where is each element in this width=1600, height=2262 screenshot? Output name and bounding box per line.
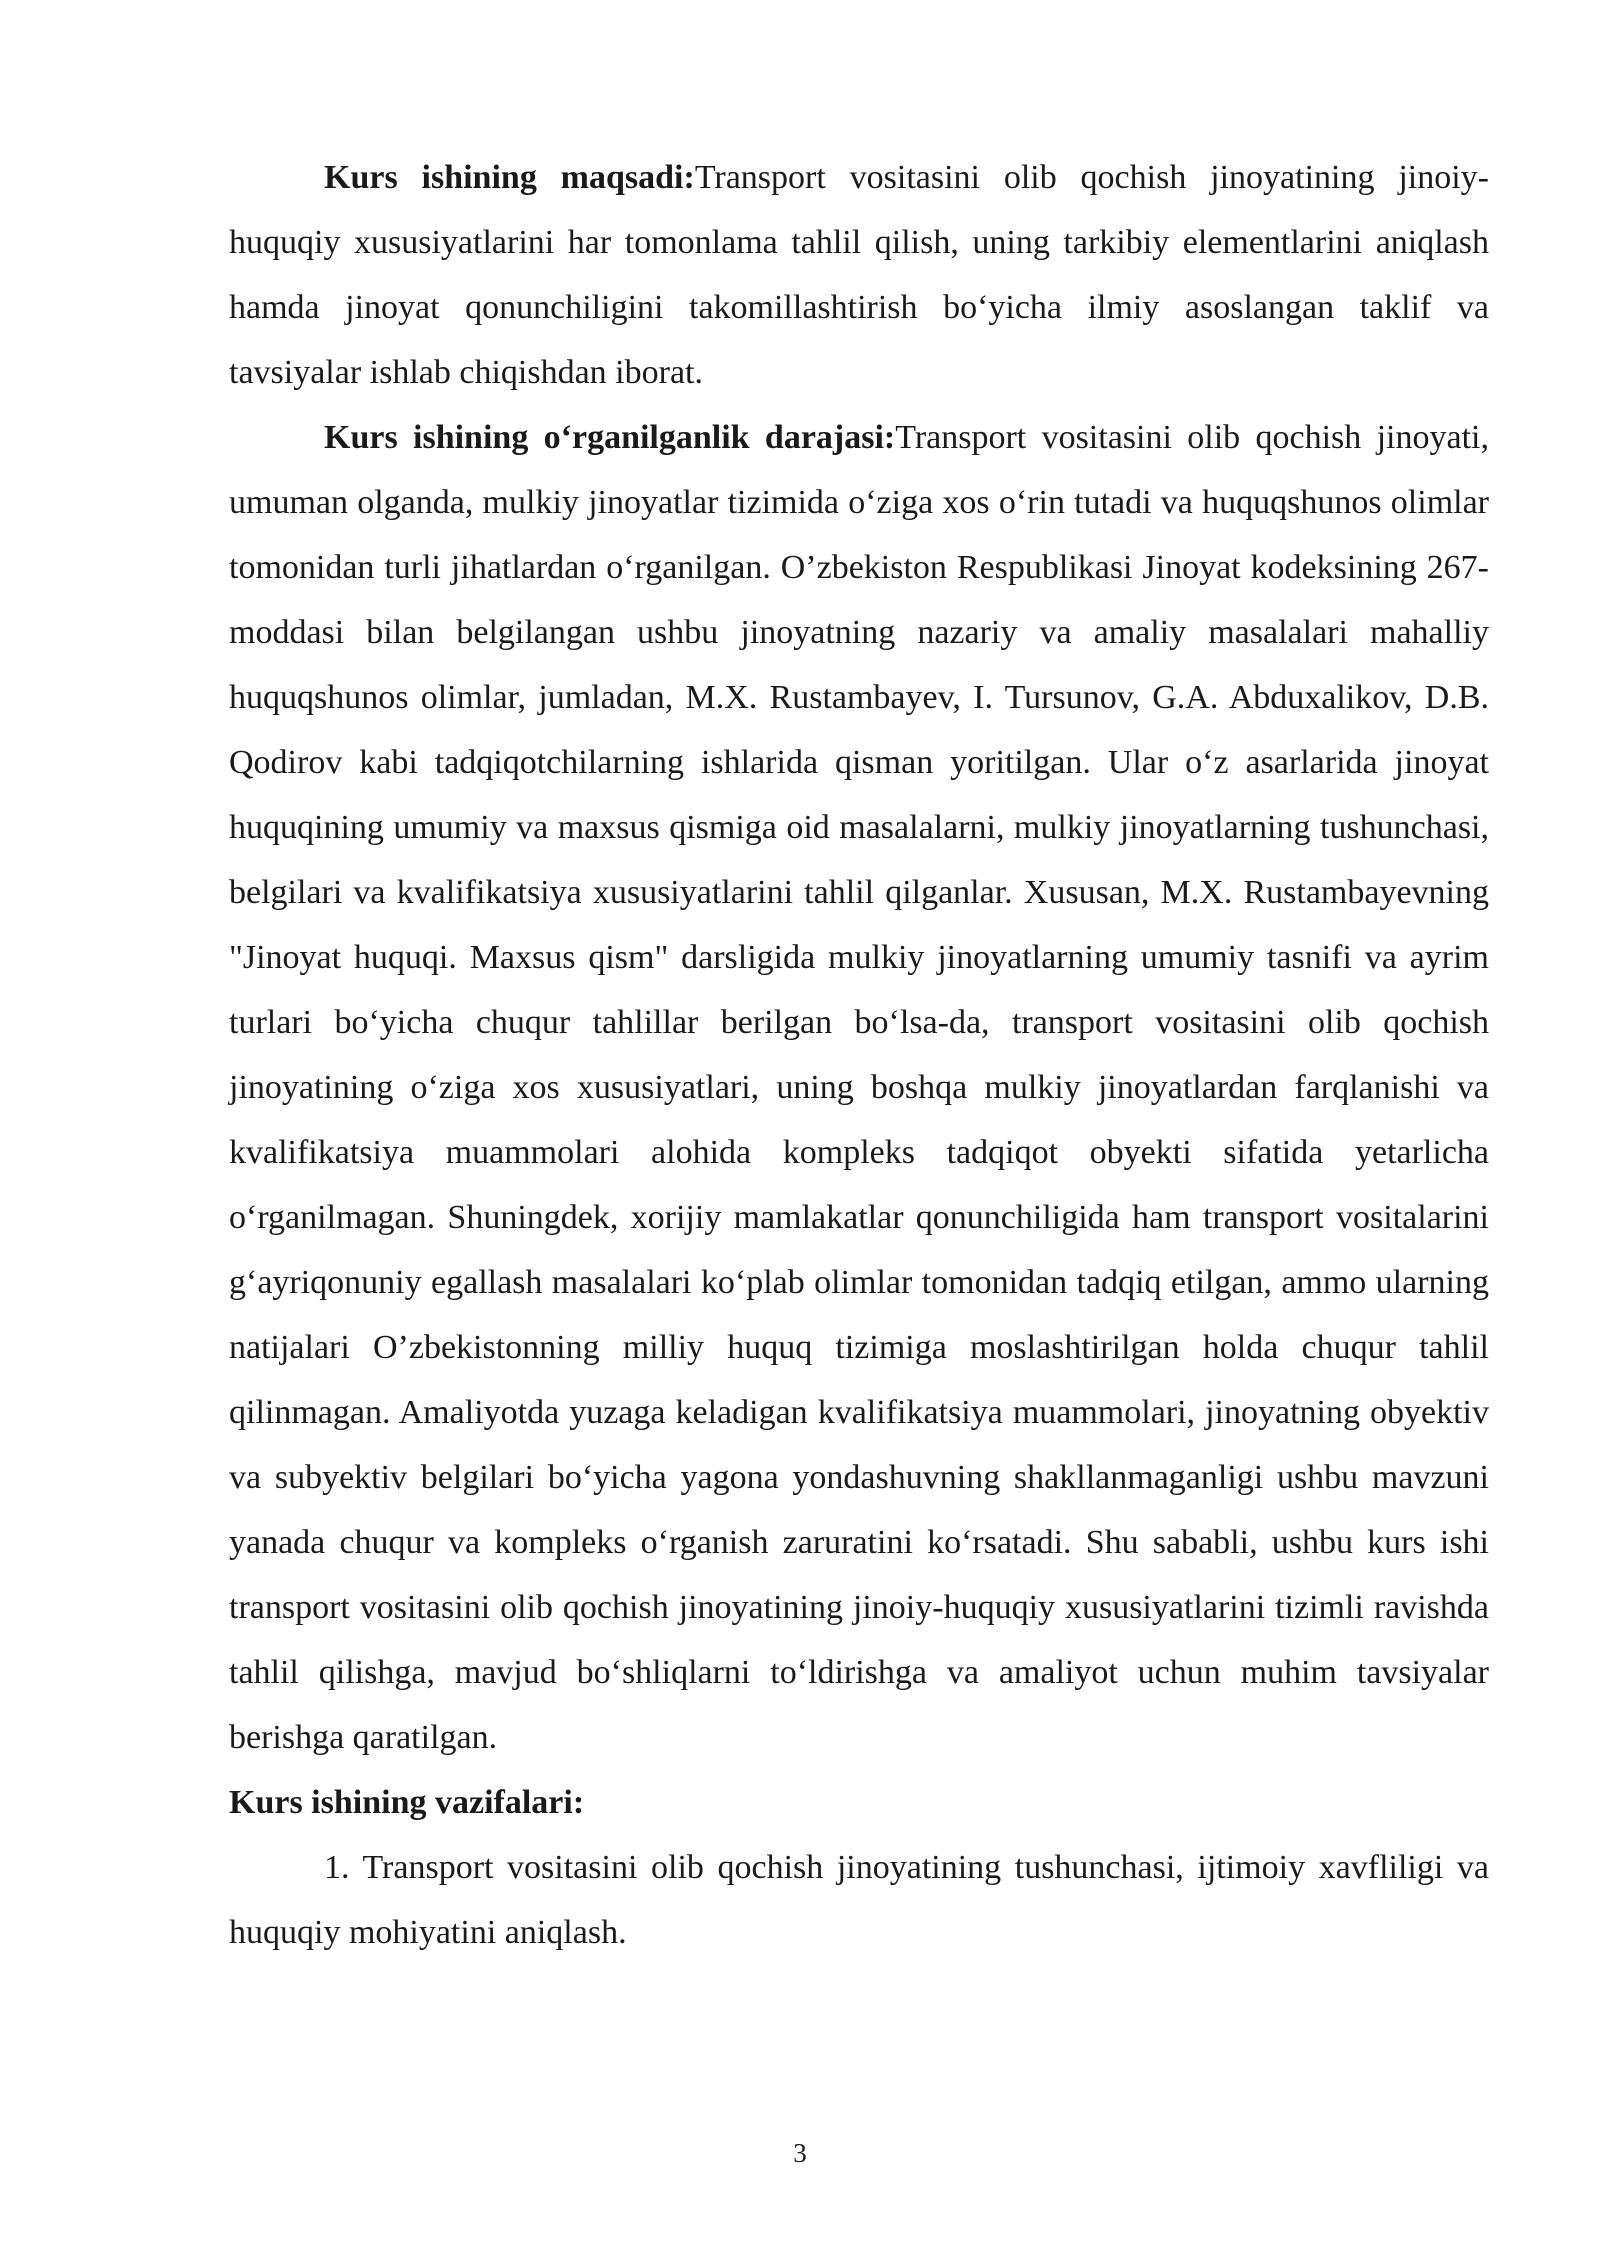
page-number: 3 — [793, 2138, 807, 2168]
goal-heading: Kurs ishining maqsadi: — [324, 159, 695, 196]
task-item: 1. Transport vositasini olib qochish jinoyatining tushunchasi, ijtimoiy xavfliligi va huquqiy mohiyatini aniqlash. — [229, 1849, 1489, 1951]
study-degree-paragraph — [229, 405, 1489, 1770]
page-body — [229, 145, 1489, 1965]
study-degree-heading: Kurs ishining o‘rganilganlik darajasi: — [324, 419, 896, 456]
goal-text: Transport vositasini olib qochish jinoyatining jinoiy-huquqiy xususiyatlarini har tomonlama tahlil qilish, uning tarkibiy elementlarini aniqlash hamda jinoyat qonunchiligini takomillashtirish bo‘yicha ilmiy asoslangan taklif va tavsiyalar ishlab chiqishdan iborat. — [229, 159, 1489, 391]
study-degree-text: Transport vositasini olib qochish jinoyati, umuman olganda, mulkiy jinoyatlar tizimida o‘ziga xos o‘rin tutadi va huquqshunos olimlar tomonidan turli jihatlardan o‘rganilgan. O’zbekiston Respublikasi Jinoyat kodeksining 267-moddasi bilan belgilangan ushbu jinoyatning nazariy va amaliy masalalari mahalliy huquqshunos olimlar, jumladan, M.X. Rustambayev, I. Tursunov, G.A. Abduxalikov, D.B. Qodirov kabi tadqiqotchilarning ishlarida qisman yoritilgan. Ular o‘z asarlarida jinoyat huquqining umumiy va maxsus qismiga oid masalalarni, mulkiy jinoyatlarning tushunchasi, belgilari va kvalifikatsiya xususiyatlarini tahlil qilganlar. Xususan, M.X. Rustambayevning "Jinoyat huquqi. Maxsus qism" darsligida mulkiy jinoyatlarning umumiy tasnifi va ayrim turlari bo‘yicha chuqur tahlillar berilgan bo‘lsa-da, transport vositasini olib qochish jinoyatining o‘ziga xos xususiyatlari, uning boshqa mulkiy jinoyatlardan farqlanishi va kvalifikatsiya muammolari alohida kompleks tadqiqot obyekti sifatida yetarlicha o‘rganilmagan. Shuningdek, xorijiy mamlakatlar qonunchiligida ham transport vositalarini g‘ayriqonuniy egallash masalalari ko‘plab olimlar tomonidan tadqiq etilgan, ammo ularning natijalari O’zbekistonning milliy huquq tizimiga moslashtirilgan holda chuqur tahlil qilinmagan. Amaliyotda yuzaga keladigan kvalifikatsiya muammolari, jinoyatning obyektiv va subyektiv belgilari bo‘yicha yagona yondashuvning shakllanmaganligi ushbu mavzuni yanada chuqur va kompleks o‘rganish zaruratini ko‘rsatadi. Shu sababli, ushbu kurs ishi transport vositasini olib qochish jinoyatining jinoiy-huquqiy xususiyatlarini tizimli ravishda tahlil qilishga, mavjud bo‘shliqlarni to‘ldirishga va amaliyot uchun muhim tavsiyalar berishga qaratilgan. — [229, 419, 1489, 1756]
tasks-heading: Kurs ishining vazifalari: — [229, 1784, 585, 1821]
goal-paragraph — [229, 145, 1489, 405]
